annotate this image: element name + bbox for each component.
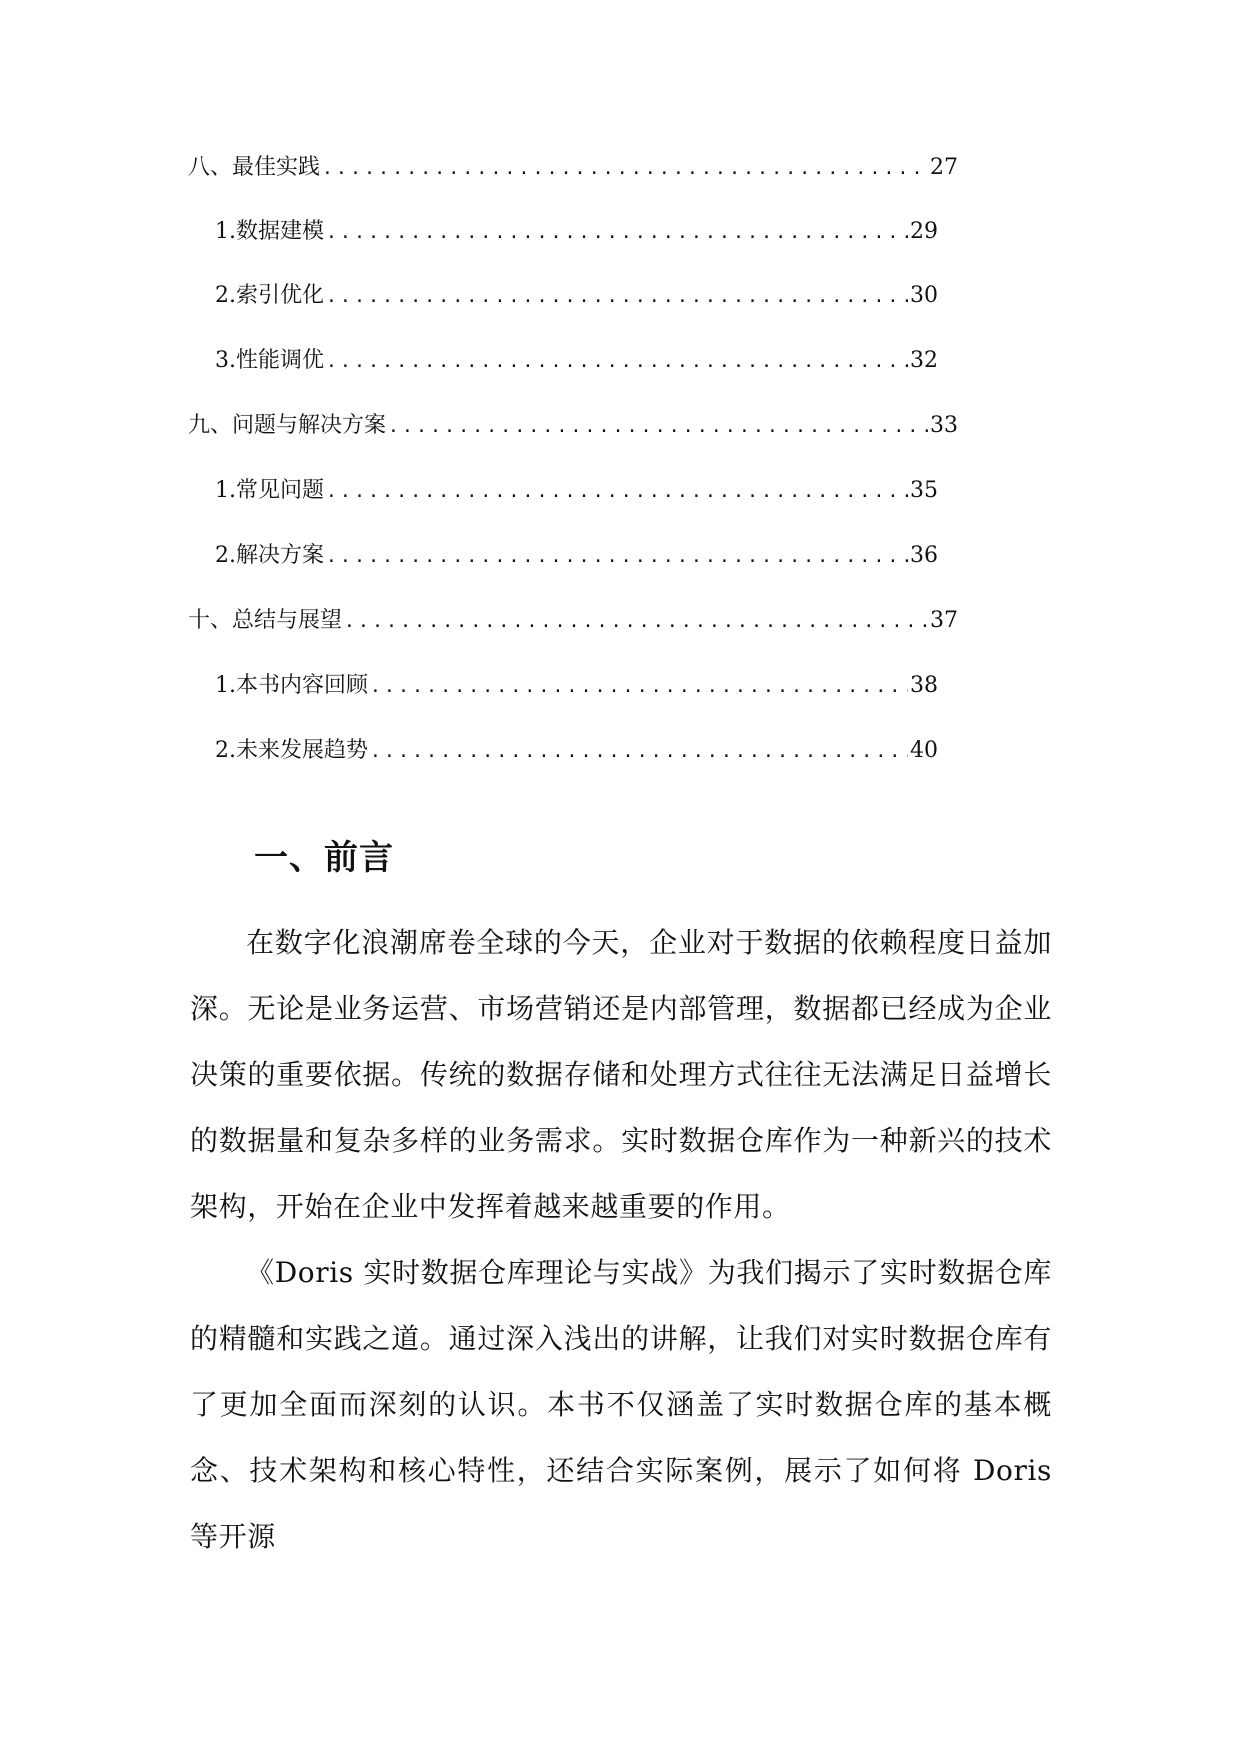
toc-entry-title: 十、总结与展望 (188, 608, 343, 633)
toc-entry-section[interactable] (188, 341, 938, 381)
toc-entry-title: 未来发展趋势 (236, 738, 369, 763)
toc-dot-leader (326, 472, 908, 511)
toc-entry-title: 索引优化 (236, 283, 325, 308)
toc-entry-title: 解决方案 (236, 543, 325, 568)
toc-entry-chapter-8[interactable] (188, 148, 958, 188)
toc-entry-chapter-10[interactable] (188, 601, 958, 641)
toc-entry-number: 2. (215, 543, 236, 568)
toc-entry-page: 33 (930, 413, 958, 438)
toc-entry-page: 36 (910, 543, 938, 568)
toc-entry-number: 2. (215, 738, 236, 763)
toc-entry-title: 九、问题与解决方案 (188, 413, 387, 438)
toc-dot-leader (322, 149, 928, 188)
toc-dot-leader (326, 342, 908, 381)
toc-entry-title: 本书内容回顾 (236, 673, 369, 698)
toc-entry-page: 32 (910, 348, 938, 373)
toc-entry-number: 3. (215, 348, 236, 373)
toc-entry-page: 37 (930, 608, 958, 633)
toc-entry-title: 性能调优 (236, 348, 325, 373)
toc-entry-page: 30 (910, 283, 938, 308)
toc-entry-section[interactable] (188, 536, 938, 576)
toc-entry-title: 八、最佳实践 (188, 155, 321, 180)
toc-entry-page: 27 (930, 155, 958, 180)
toc-entry-number: 1. (215, 219, 236, 244)
toc-entry-section[interactable] (188, 666, 938, 706)
toc-entry-page: 35 (910, 478, 938, 503)
toc-entry-number: 1. (215, 478, 236, 503)
paragraph: 《Doris 实时数据仓库理论与实战》为我们揭示了实时数据仓库的精髓和实践之道。通过深入浅出的讲解，让我们对实时数据仓库有了更加全面而深刻的认识。本书不仅涵盖了实时数据仓库的基本概念、技术架构和核心特性，还结合实际案例，展示了如何将 Doris 等开源 (190, 1256, 1052, 1553)
toc-dot-leader (370, 667, 908, 706)
paragraph: 在数字化浪潮席卷全球的今天，企业对于数据的依赖程度日益加深。无论是业务运营、市场营销还是内部管理，数据都已经成为企业决策的重要依据。传统的数据存储和处理方式往往无法满足日益增长的数据量和复杂多样的业务需求。实时数据仓库作为一种新兴的技术架构，开始在企业中发挥着越来越重要的作用。 (190, 926, 1052, 1223)
body-text (190, 910, 1052, 1570)
toc-dot-leader (344, 602, 928, 641)
toc-entry-title: 常见问题 (236, 478, 325, 503)
toc-entry-section[interactable] (188, 276, 938, 316)
toc-dot-leader (326, 213, 908, 252)
toc-entry-page: 40 (910, 738, 938, 763)
toc-dot-leader (388, 407, 928, 446)
toc-dot-leader (326, 537, 908, 576)
toc-entry-page: 29 (910, 219, 938, 244)
toc-dot-leader (326, 277, 908, 316)
toc-entry-number: 2. (215, 283, 236, 308)
toc-dot-leader (370, 732, 908, 771)
toc-entry-chapter-9[interactable] (188, 406, 958, 446)
toc-entry-section[interactable] (188, 731, 938, 771)
toc-entry-section[interactable] (188, 471, 938, 511)
toc-entry-title: 数据建模 (236, 219, 325, 244)
toc-entry-page: 38 (910, 673, 938, 698)
toc-entry-number: 1. (215, 673, 236, 698)
toc-entry-section[interactable] (188, 212, 938, 252)
section-heading: 一、前言 (254, 838, 394, 878)
